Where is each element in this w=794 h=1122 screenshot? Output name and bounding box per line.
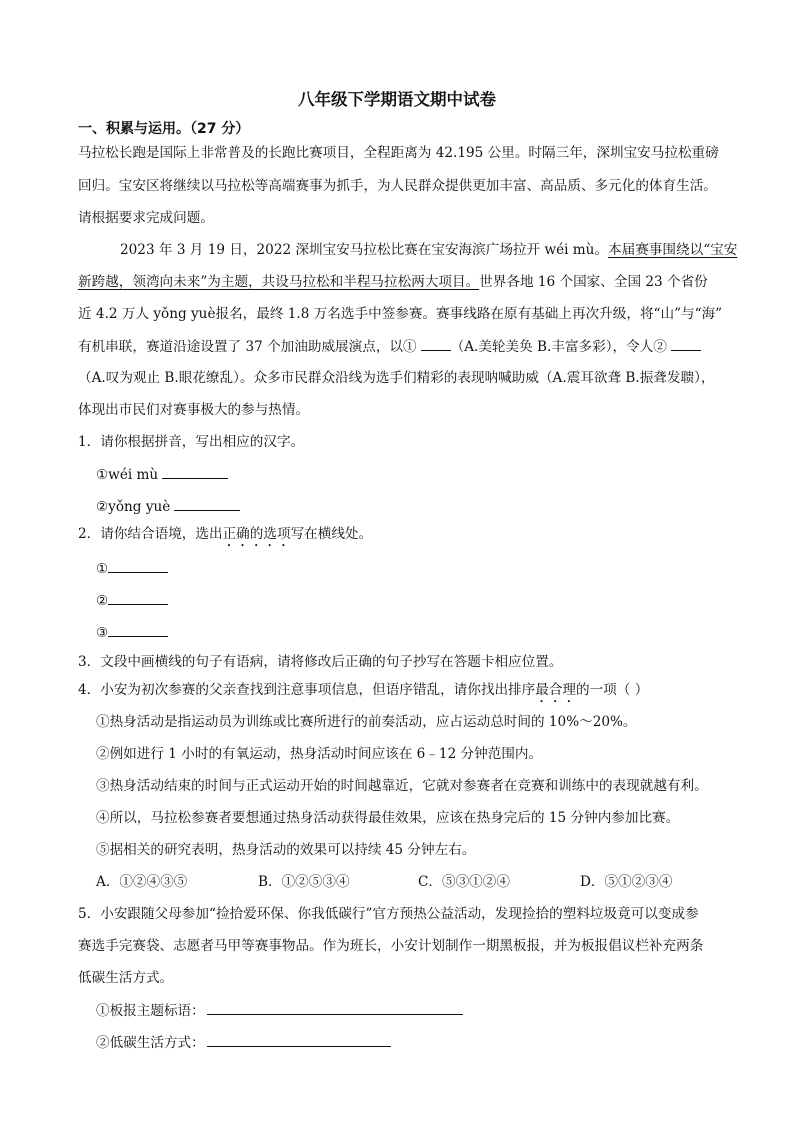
question-5-line-2: 赛选手完赛袋、志愿者马甲等赛事物品。作为班长，小安计划制作一期黑板报，并为板报倡议栏补充两条: [78, 938, 704, 954]
answer-blank[interactable]: [162, 464, 228, 479]
question-4-stem: 4．小安为初次参赛的父亲查找到注意事项信息，但语序错乱，请你找出排序最合理的一项（ ）: [78, 682, 649, 698]
section-heading: 一、积累与运用。（27 分）: [78, 121, 250, 137]
q4-option-d[interactable]: D．⑤①②③④: [580, 874, 673, 890]
passage-line-1: 2023 年 3 月 19 日，2022 深圳宝安马拉松比赛在宝安海滨广场拉开 wéi mù。本届赛事围绕以“宝安: [120, 242, 738, 258]
answer-blank[interactable]: [207, 1000, 463, 1015]
intro-line-2: 回归。宝安区将继续以马拉松等高端赛事为抓手，为人民群众提供更加丰富、高品质、多元化的体育生活。: [78, 178, 717, 194]
question-2-stem: 2．请你结合语境，选出正确的选项写在横线处。: [78, 526, 373, 542]
q4-sentence-2: ②例如进行 1 小时的有氧运动，热身活动时间应该在 6﹣12 分钟范围内。: [96, 746, 543, 762]
question-5-line-3: 低碳生活方式。: [78, 970, 174, 986]
emphasized-text: 最合理: [535, 682, 577, 698]
blank-1[interactable]: [421, 336, 451, 351]
q4-sentence-5: ⑤据相关的研究表明，热身活动的效果可以持续 45 分钟左右。: [96, 842, 476, 858]
q1-item-b: ②yǒng yuè: [96, 496, 240, 517]
intro-line-1: 马拉松长跑是国际上非常普及的长跑比赛项目，全程距离为 42.195 公里。时隔三年，深圳宝安马拉松重磅: [78, 145, 719, 161]
q5-item-b: ②低碳生活方式：: [96, 1032, 391, 1053]
answer-blank[interactable]: [207, 1032, 391, 1047]
underlined-sentence: 本届赛事围绕以“宝安: [608, 242, 738, 258]
q4-sentence-1: ①热身活动是指运动员为训练或比赛所进行的前奏活动，应占运动总时间的 10%～20%。: [96, 714, 637, 730]
passage-line-5: （A.叹为观止 B.眼花缭乱）。众多市民群众沿线为选手们精彩的表现呐喊助威（A.震耳欲聋 B.振聋发聩），: [78, 370, 715, 386]
q4-option-b[interactable]: B．①②⑤③④: [258, 874, 350, 890]
answer-blank[interactable]: [108, 558, 168, 573]
question-3-stem: 3．文段中画横线的句子有语病，请将修改后正确的句子抄写在答题卡相应位置。: [78, 654, 563, 670]
question-5-line-1: 5．小安跟随父母参加“捡拾爱环保、你我低碳行”官方预热公益活动，发现捡拾的塑料垃圾竟可以变成参: [78, 906, 699, 922]
q4-option-a[interactable]: A．①②④③⑤: [96, 874, 188, 890]
q4-sentence-3: ③热身活动结束的时间与正式运动开始的时间越靠近，它就对参赛者在竞赛和训练中的表现就越有利。: [96, 778, 708, 794]
q5-item-a: ①板报主题标语：: [96, 1000, 463, 1021]
passage-line-4: 有机串联，赛道沿途设置了 37 个加油助威展演点，以① （A.美轮美奂 B.丰富多彩），令人②: [78, 336, 701, 357]
passage-line-3: 近 4.2 万人 yǒng yuè报名，最终 1.8 万名选手中签参赛。赛事线路在原有基础上再次升级，将“山”与“海”: [78, 306, 723, 322]
q2-item-c: ③: [96, 622, 168, 643]
q2-item-b: ②: [96, 590, 168, 611]
q4-sentence-4: ④所以，马拉松参赛者要想通过热身活动获得最佳效果，应该在热身完后的 15 分钟内参加比赛。: [96, 810, 680, 826]
underlined-sentence-cont: 新跨越，领湾向未来”为主题，共设马拉松和半程马拉松两大项目。: [78, 274, 480, 290]
blank-2[interactable]: [671, 336, 701, 351]
answer-blank[interactable]: [174, 496, 240, 511]
page-title: 八年级下学期语文期中试卷: [298, 90, 496, 109]
answer-blank[interactable]: [108, 622, 168, 637]
question-1-stem: 1．请你根据拼音，写出相应的汉字。: [78, 434, 305, 450]
emphasized-text: 正确的选项: [222, 526, 291, 542]
q1-item-a: ①wéi mù: [96, 464, 228, 485]
q4-option-c[interactable]: C．⑤③①②④: [418, 874, 510, 890]
passage-line-6: 体现出市民们对赛事极大的参与热情。: [78, 402, 310, 418]
intro-line-3: 请根据要求完成问题。: [78, 210, 214, 226]
passage-line-2: 新跨越，领湾向未来”为主题，共设马拉松和半程马拉松两大项目。世界各地 16 个国家、全国 23 个省份: [78, 274, 708, 290]
q2-item-a: ①: [96, 558, 168, 579]
answer-blank[interactable]: [108, 590, 168, 605]
